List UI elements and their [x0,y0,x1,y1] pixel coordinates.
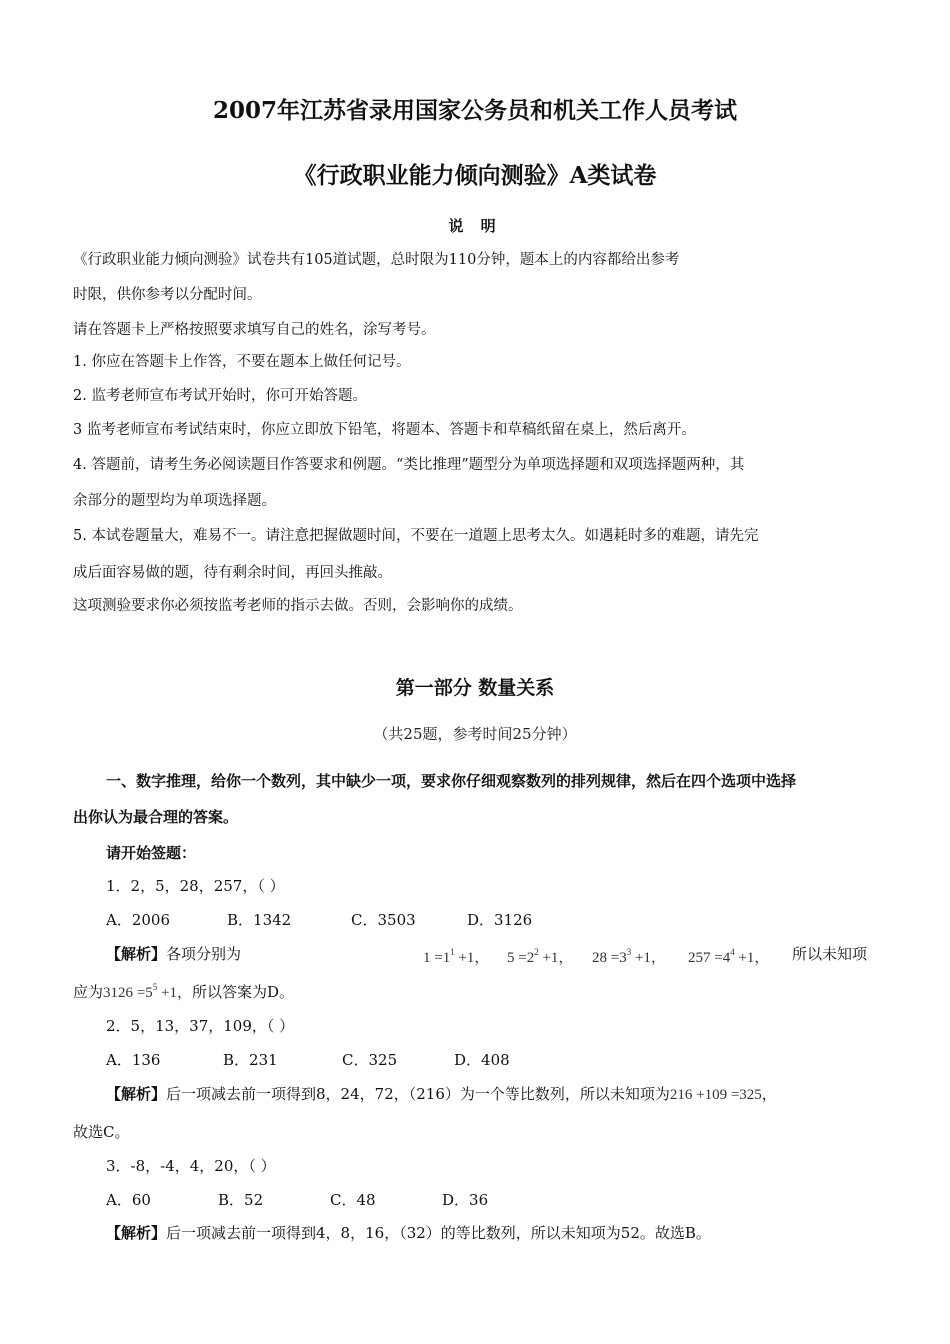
analysis-line: 应为$3126 =5^5 +1$，所以答案为D。 [73,982,294,1001]
instruction-item: 余部分的题型均为单项选择题。 [73,493,276,509]
option-a: A．136 [106,1051,161,1069]
option-d: D．3126 [467,911,533,929]
analysis-formula: 216 +109 =325 [669,1087,762,1103]
instruction-line: 请在答题卡上严格按照要求填写自己的姓名，涂写考号。 [73,322,436,338]
start-prompt: 请开始签题： [106,844,197,862]
question-stem: 1．2，5，28，257，（ ） [106,877,285,895]
analysis-text: 所以未知项 [792,945,868,963]
analysis-text: 后一项减去前一项得到8，24，72，（216）为一个等比数列，所以未知项为 [166,1085,670,1103]
option-a: A．60 [106,1191,151,1209]
section-title: 第一部分 数量关系 [395,677,555,699]
analysis-line [106,943,241,964]
section-subtitle: （共25题，参考时间25分钟） [373,725,577,743]
analysis-text: 各项分别为 [166,945,242,963]
document-subtitle: 《行政职业能力倾向测验》A类试卷 [293,162,657,189]
analysis-formula: $3126 =5^5 +1$， [103,982,192,1001]
analysis-line: 【解析】后一项减去前一项得到8，24，72，（216）为一个等比数列，所以未知项为216 +109 =325， [106,1085,777,1103]
instruction-item: 1. 你应在答题卡上作答，不要在题本上做任何记号。 [73,354,411,370]
option-d: D．408 [454,1051,510,1069]
analysis-tag: 【解析】 [106,1085,167,1103]
option-b: B．52 [218,1191,264,1209]
analysis-formula: $1 =1^1 +1$， [423,947,490,966]
analysis-formula: $5 =2^2 +1$， [507,947,574,966]
analysis-tag: 【解析】 [106,945,167,963]
instruction-item: 5. 本试卷题量大，难易不一。请注意把握做题时间，不要在一道题上思考太久。如遇耗时多的难题，请先完 [73,528,759,544]
instructions-heading: 说 明 [448,217,502,235]
option-a: A．2006 [106,911,171,929]
instruction-line: 《行政职业能力倾向测验》试卷共有105道试题，总时限为110分钟，题本上的内容都给出参考 [73,252,680,268]
section-directions: 一、数字推理，给你一个数列，其中缺少一项，要求你仔细观察数列的排列规律，然后在四个选项中选择 [106,772,797,790]
option-d: D．36 [442,1191,489,1209]
analysis-text: 后一项减去前一项得到4，8，16，（32）的等比数列，所以未知项为52。故选B。 [166,1224,711,1242]
instruction-item: 3 监考老师宣布考试结束时，你应立即放下铅笔，将题本、答题卡和草稿纸留在桌上，然后离开。 [73,422,696,438]
option-c: C．3503 [351,911,416,929]
instruction-item: 成后面容易做的题，待有剩余时间，再回头推敲。 [73,565,392,581]
analysis-formula: $28 =3^3 +1$， [592,947,666,966]
question-stem: 3．-8，-4，4，20，（ ） [106,1157,276,1175]
analysis-formula: $257 =4^4 +1$， [688,947,770,966]
analysis-line [106,1222,711,1243]
instruction-item: 4. 答题前，请考生务必阅读题目作答要求和例题。“类比推理”题型分为单项选择题和双项选择题两种，其 [73,457,745,473]
analysis-tag: 【解析】 [106,1224,167,1242]
instruction-closing: 这项测验要求你必须按监考老师的指示去做。否则，会影响你的成绩。 [73,598,523,614]
option-b: B．231 [223,1051,278,1069]
option-c: C．48 [330,1191,376,1209]
instruction-line: 时限，供你参考以分配时间。 [73,287,262,303]
option-b: B．1342 [227,911,292,929]
question-stem: 2．5，13，37，109，（ ） [106,1017,295,1035]
section-directions: 出你认为最合理的答案。 [73,808,239,826]
option-c: C．325 [342,1051,398,1069]
analysis-conclusion: 故选C。 [73,1123,130,1141]
instruction-item: 2. 监考老师宣布考试开始时，你可开始答题。 [73,388,367,404]
document-title: 2007年江苏省录用国家公务员和机关工作人员考试 [212,97,737,124]
